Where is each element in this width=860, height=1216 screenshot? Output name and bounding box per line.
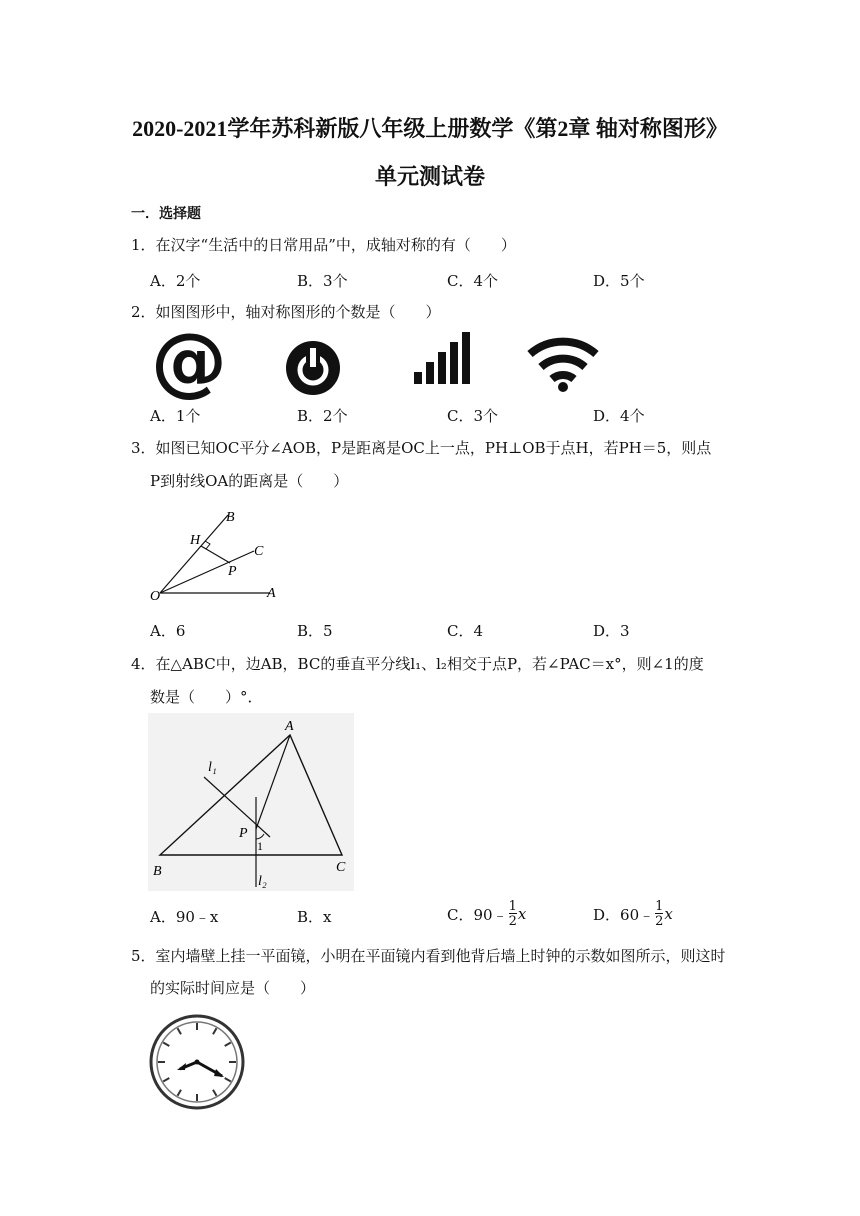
q4-option-d bbox=[593, 900, 673, 928]
q3-angle-bisector-figure bbox=[146, 503, 282, 603]
q2-option-d: D．4个 bbox=[593, 407, 645, 425]
q3-stem-line1: 3．如图已知OC平分∠AOB，P是距离是OC上一点，PH⊥OB于点H，若PH＝5，则点 bbox=[131, 439, 712, 457]
q4-option-a: A．90﹣x bbox=[150, 908, 219, 926]
q1-option-a: A．2个 bbox=[150, 272, 201, 290]
doc-title-line1: 2020-2021学年苏科新版八年级上册数学《第2章 轴对称图形》 bbox=[132, 116, 728, 141]
q4-label-p: P bbox=[239, 826, 248, 841]
q2-stem: 2．如图图形中，轴对称图形的个数是（ ） bbox=[131, 303, 441, 321]
q5-stem-line1: 5．室内墙壁上挂一平面镜，小明在平面镜内看到他背后墙上时钟的示数如图所示，则这时 bbox=[131, 947, 726, 965]
fraction-numerator: 1 bbox=[655, 899, 664, 914]
q4-option-d-fraction bbox=[655, 900, 663, 928]
q4-option-c bbox=[447, 900, 526, 928]
q3-label-a: A bbox=[267, 586, 276, 601]
q4-label-l1: l₁ bbox=[208, 760, 217, 775]
q2-option-b: B．2个 bbox=[297, 407, 348, 425]
q4-option-c-var: x bbox=[517, 905, 527, 923]
q3-option-c: C．4 bbox=[447, 622, 484, 640]
q3-stem-line2: P到射线OA的距离是（ ） bbox=[150, 472, 349, 490]
q3-option-d: D．3 bbox=[593, 622, 630, 640]
fraction-denominator: 2 bbox=[655, 914, 664, 929]
wifi-icon bbox=[526, 336, 600, 392]
q4-option-c-fraction bbox=[509, 900, 517, 928]
q4-stem-line2: 数是（ ）°． bbox=[150, 688, 263, 706]
q4-option-c-prefix: C．90﹣ bbox=[447, 905, 508, 924]
q4-label-a: A bbox=[285, 719, 294, 734]
q3-option-b: B．5 bbox=[297, 622, 333, 640]
q3-label-o: O bbox=[150, 589, 161, 603]
q2-option-c: C．3个 bbox=[447, 407, 499, 425]
q4-option-d-prefix: D．60﹣ bbox=[593, 905, 655, 924]
q1-stem: 1．在汉字“生活中的日常用品”中，成轴对称的有（ ） bbox=[131, 236, 516, 254]
q4-option-b: B．x bbox=[297, 908, 332, 926]
at-sign-icon: @ bbox=[151, 316, 227, 405]
q2-option-a: A．1个 bbox=[150, 407, 201, 425]
q1-option-c: C．4个 bbox=[447, 272, 499, 290]
q3-label-c: C bbox=[254, 544, 264, 559]
q5-clock-figure bbox=[148, 1012, 246, 1112]
q4-option-d-var: x bbox=[664, 905, 673, 923]
q4-label-c: C bbox=[336, 860, 346, 875]
signal-bars-icon bbox=[414, 332, 472, 384]
q4-triangle-figure bbox=[148, 713, 354, 891]
q4-stem-line1: 4．在△ABC中，边AB，BC的垂直平分线l₁、l₂相交于点P，若∠PAC＝x°，则∠1的度 bbox=[131, 655, 704, 673]
fraction-denominator: 2 bbox=[508, 914, 517, 929]
q3-option-a: A．6 bbox=[150, 622, 186, 640]
q4-label-l2: l₂ bbox=[258, 874, 267, 889]
q4-label-angle-1: 1 bbox=[257, 839, 263, 853]
doc-title-line2: 单元测试卷 bbox=[374, 164, 485, 189]
q5-stem-line2: 的实际时间应是（ ） bbox=[150, 979, 316, 997]
q3-label-p: P bbox=[228, 564, 237, 579]
q1-option-b: B．3个 bbox=[297, 272, 348, 290]
q4-label-b: B bbox=[153, 864, 162, 879]
power-icon bbox=[284, 336, 342, 396]
section-heading: 一．选择题 bbox=[131, 206, 201, 222]
q3-label-b: B bbox=[226, 510, 235, 525]
fraction-numerator: 1 bbox=[508, 899, 517, 914]
q1-option-d: D．5个 bbox=[593, 272, 645, 290]
q3-label-h: H bbox=[190, 533, 201, 548]
